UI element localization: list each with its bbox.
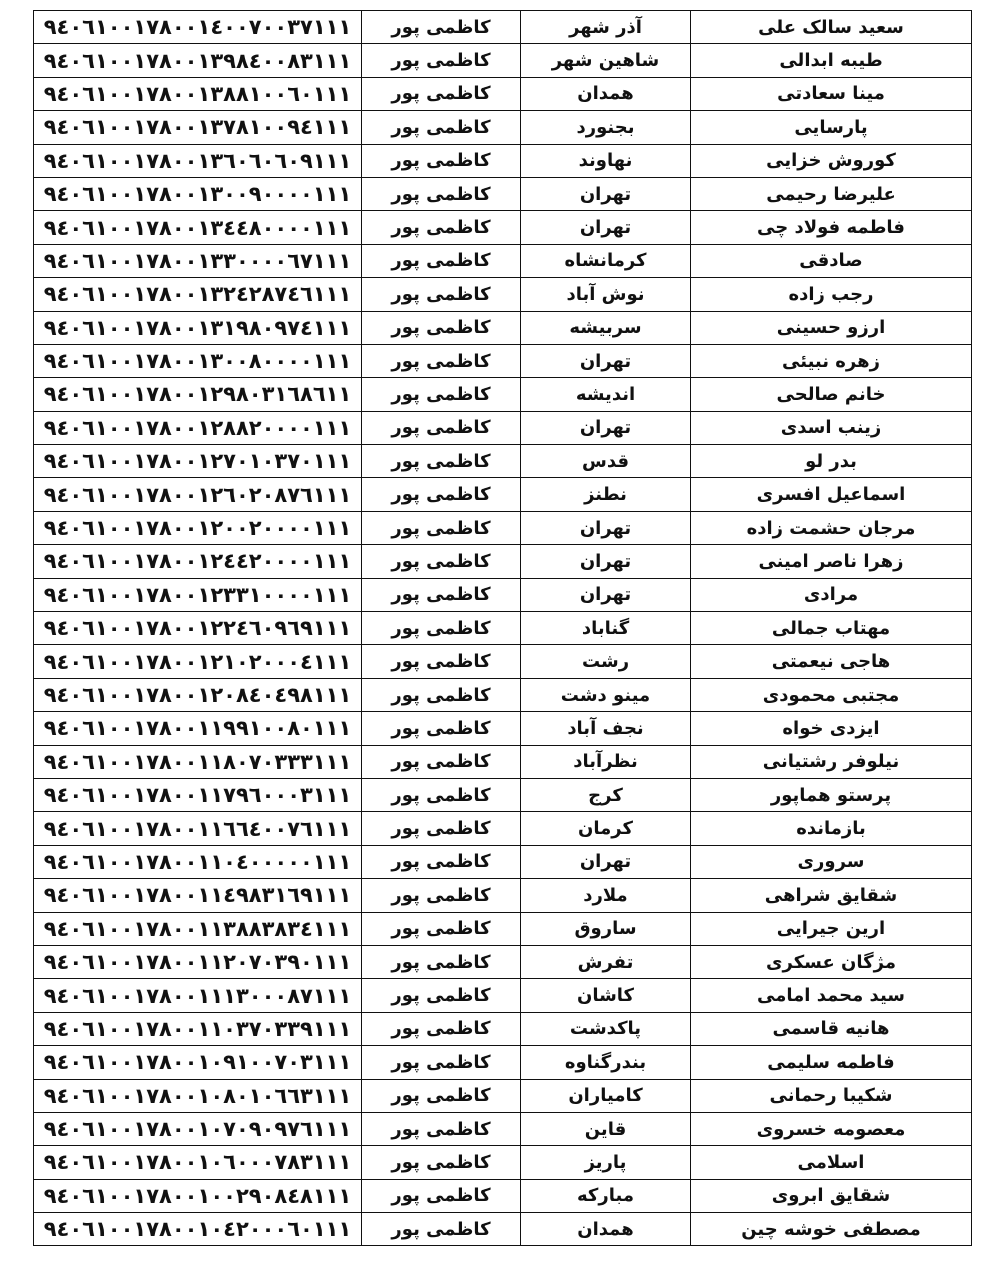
account-number-cell: ۹٤۰٦۱۰۰۱۷۸۰۰۱۳۰۰۹۰۰۰۰۱۱۱	[34, 177, 362, 210]
recipient-name-cell: زینب اسدی	[691, 411, 972, 444]
account-number-cell: ۹٤۰٦۱۰۰۱۷۸۰۰۱۱۱۳۰۰۰۸۷۱۱۱	[34, 979, 362, 1012]
city-cell: تهران	[521, 578, 691, 611]
account-number-cell: ۹٤۰٦۱۰۰۱۷۸۰۰۱۰۰۲۹۰۸٤۸۱۱۱	[34, 1179, 362, 1212]
family-name-cell: کاظمی پور	[362, 11, 521, 44]
city-cell: نطنز	[521, 478, 691, 511]
account-number-cell: ۹٤۰٦۱۰۰۱۷۸۰۰۱۲٤٤۲۰۰۰۰۱۱۱	[34, 545, 362, 578]
recipient-name-cell: هانیه قاسمی	[691, 1012, 972, 1045]
city-cell: مینو دشت	[521, 678, 691, 711]
family-name-cell: کاظمی پور	[362, 1146, 521, 1179]
city-cell: تفرش	[521, 945, 691, 978]
family-name-cell: کاظمی پور	[362, 745, 521, 778]
family-name-cell: کاظمی پور	[362, 177, 521, 210]
recipient-name-cell: مهتاب جمالی	[691, 612, 972, 645]
family-name-cell: کاظمی پور	[362, 712, 521, 745]
family-name-cell: کاظمی پور	[362, 1213, 521, 1246]
recipient-name-cell: علیرضا رحیمی	[691, 177, 972, 210]
account-number-cell: ۹٤۰٦۱۰۰۱۷۸۰۰۱۳٦۰٦۰٦۰۹۱۱۱	[34, 144, 362, 177]
account-number-cell: ۹٤۰٦۱۰۰۱۷۸۰۰۱۳۸۸۱۰۰٦۰۱۱۱	[34, 77, 362, 110]
family-name-cell: کاظمی پور	[362, 1046, 521, 1079]
family-name-cell: کاظمی پور	[362, 511, 521, 544]
family-name-cell: کاظمی پور	[362, 912, 521, 945]
table-row	[34, 578, 972, 611]
recipient-name-cell: مرادی	[691, 578, 972, 611]
recipient-name-cell: سعید سالک علی	[691, 11, 972, 44]
table-row	[34, 1179, 972, 1212]
recipient-name-cell: کوروش خزایی	[691, 144, 972, 177]
account-number-cell: ۹٤۰٦۱۰۰۱۷۸۰۰۱٤۰۰۷۰۰۳۷۱۱۱	[34, 11, 362, 44]
account-number-cell: ۹٤۰٦۱۰۰۱۷۸۰۰۱۱۷۹٦۰۰۰۳۱۱۱	[34, 778, 362, 811]
recipient-name-cell: معصومه خسروی	[691, 1112, 972, 1145]
city-cell: اندیشه	[521, 378, 691, 411]
table-row	[34, 445, 972, 478]
city-cell: قاین	[521, 1112, 691, 1145]
city-cell: تهران	[521, 845, 691, 878]
account-number-cell: ۹٤۰٦۱۰۰۱۷۸۰۰۱۱۲۰۷۰۳۹۰۱۱۱	[34, 945, 362, 978]
city-cell: همدان	[521, 77, 691, 110]
family-name-cell: کاظمی پور	[362, 979, 521, 1012]
table-row	[34, 44, 972, 77]
family-name-cell: کاظمی پور	[362, 278, 521, 311]
recipient-name-cell: صادقی	[691, 244, 972, 277]
account-number-cell: ۹٤۰٦۱۰۰۱۷۸۰۰۱۳۰۰۸۰۰۰۰۱۱۱	[34, 344, 362, 377]
account-number-cell: ۹٤۰٦۱۰۰۱۷۸۰۰۱۲۰۰۲۰۰۰۰۱۱۱	[34, 511, 362, 544]
family-name-cell: کاظمی پور	[362, 144, 521, 177]
recipient-name-cell: اسلامی	[691, 1146, 972, 1179]
account-number-cell: ۹٤۰٦۱۰۰۱۷۸۰۰۱۱۹۹۱۰۰۸۰۱۱۱	[34, 712, 362, 745]
account-number-cell: ۹٤۰٦۱۰۰۱۷۸۰۰۱۲۱۰۲۰۰۰٤۱۱۱	[34, 645, 362, 678]
family-name-cell: کاظمی پور	[362, 545, 521, 578]
family-name-cell: کاظمی پور	[362, 845, 521, 878]
account-number-cell: ۹٤۰٦۱۰۰۱۷۸۰۰۱۰۷۰۹۰۹۷٦۱۱۱	[34, 1112, 362, 1145]
city-cell: نجف آباد	[521, 712, 691, 745]
table-row	[34, 177, 972, 210]
recipient-name-cell: سید محمد امامی	[691, 979, 972, 1012]
table-row	[34, 678, 972, 711]
family-name-cell: کاظمی پور	[362, 211, 521, 244]
recipient-name-cell: شقایق شراهی	[691, 879, 972, 912]
city-cell: سربیشه	[521, 311, 691, 344]
recipient-name-cell: رجب زاده	[691, 278, 972, 311]
account-number-cell: ۹٤۰٦۱۰۰۱۷۸۰۰۱۰۸۰۱۰٦٦۳۱۱۱	[34, 1079, 362, 1112]
recipient-name-cell: نیلوفر رشتیانی	[691, 745, 972, 778]
account-number-cell: ۹٤۰٦۱۰۰۱۷۸۰۰۱۰٤۲۰۰۰٦۰۱۱۱	[34, 1213, 362, 1246]
account-number-cell: ۹٤۰٦۱۰۰۱۷۸۰۰۱۲۰۸٤۰٤۹۸۱۱۱	[34, 678, 362, 711]
family-name-cell: کاظمی پور	[362, 44, 521, 77]
family-name-cell: کاظمی پور	[362, 445, 521, 478]
family-name-cell: کاظمی پور	[362, 612, 521, 645]
family-name-cell: کاظمی پور	[362, 778, 521, 811]
account-number-cell: ۹٤۰٦۱۰۰۱۷۸۰۰۱۳۹۸٤۰۰۸۳۱۱۱	[34, 44, 362, 77]
table-row	[34, 712, 972, 745]
account-number-cell: ۹٤۰٦۱۰۰۱۷۸۰۰۱۳۲٤۲۸۷٤٦۱۱۱	[34, 278, 362, 311]
recipient-name-cell: شکیبا رحمانی	[691, 1079, 972, 1112]
recipient-name-cell: فاطمه سلیمی	[691, 1046, 972, 1079]
city-cell: کامیاران	[521, 1079, 691, 1112]
table-row	[34, 111, 972, 144]
city-cell: شاهین شهر	[521, 44, 691, 77]
family-name-cell: کاظمی پور	[362, 411, 521, 444]
family-name-cell: کاظمی پور	[362, 344, 521, 377]
recipient-name-cell: پرستو هماپور	[691, 778, 972, 811]
account-number-cell: ۹٤۰٦۱۰۰۱۷۸۰۰۱۳۱۹۸۰۹۷٤۱۱۱	[34, 311, 362, 344]
table-row	[34, 879, 972, 912]
recipient-name-cell: ایزدی خواه	[691, 712, 972, 745]
family-name-cell: کاظمی پور	[362, 478, 521, 511]
city-cell: ساروق	[521, 912, 691, 945]
account-number-cell: ۹٤۰٦۱۰۰۱۷۸۰۰۱۲۳۳۱۰۰۰۰۱۱۱	[34, 578, 362, 611]
recipient-name-cell: بازمانده	[691, 812, 972, 845]
table-row	[34, 645, 972, 678]
recipient-name-cell: ارین جیرایی	[691, 912, 972, 945]
recipient-name-cell: زهرا ناصر امینی	[691, 545, 972, 578]
city-cell: نهاوند	[521, 144, 691, 177]
table-row	[34, 411, 972, 444]
table-row	[34, 11, 972, 44]
family-name-cell: کاظمی پور	[362, 378, 521, 411]
recipient-name-cell: زهره نبیئی	[691, 344, 972, 377]
city-cell: بجنورد	[521, 111, 691, 144]
family-name-cell: کاظمی پور	[362, 645, 521, 678]
table-row	[34, 244, 972, 277]
table-row	[34, 478, 972, 511]
table-row	[34, 1213, 972, 1246]
account-number-cell: ۹٤۰٦۱۰۰۱۷۸۰۰۱۲۷۰۱۰۳۷۰۱۱۱	[34, 445, 362, 478]
city-cell: ملارد	[521, 879, 691, 912]
table-row	[34, 144, 972, 177]
table-row	[34, 745, 972, 778]
city-cell: کرمان	[521, 812, 691, 845]
family-name-cell: کاظمی پور	[362, 578, 521, 611]
account-number-cell: ۹٤۰٦۱۰۰۱۷۸۰۰۱۲۸۸۲۰۰۰۰۱۱۱	[34, 411, 362, 444]
city-cell: پاریز	[521, 1146, 691, 1179]
table-row	[34, 344, 972, 377]
table-row	[34, 378, 972, 411]
table-row	[34, 845, 972, 878]
table-row	[34, 945, 972, 978]
table-row	[34, 612, 972, 645]
family-name-cell: کاظمی پور	[362, 1012, 521, 1045]
recipient-name-cell: مصطفی خوشه چین	[691, 1213, 972, 1246]
recipient-name-cell: خانم صالحی	[691, 378, 972, 411]
family-name-cell: کاظمی پور	[362, 678, 521, 711]
table-row	[34, 211, 972, 244]
family-name-cell: کاظمی پور	[362, 945, 521, 978]
family-name-cell: کاظمی پور	[362, 244, 521, 277]
account-number-cell: ۹٤۰٦۱۰۰۱۷۸۰۰۱۱٤۹۸۳۱٦۹۱۱۱	[34, 879, 362, 912]
city-cell: کاشان	[521, 979, 691, 1012]
city-cell: کرمانشاه	[521, 244, 691, 277]
account-number-cell: ۹٤۰٦۱۰۰۱۷۸۰۰۱۳٤٤۸۰۰۰۰۱۱۱	[34, 211, 362, 244]
records-table	[33, 10, 972, 1246]
recipient-name-cell: سروری	[691, 845, 972, 878]
city-cell: گناباد	[521, 612, 691, 645]
account-number-cell: ۹٤۰٦۱۰۰۱۷۸۰۰۱۳۳۰۰۰۰٦۷۱۱۱	[34, 244, 362, 277]
table-row	[34, 77, 972, 110]
table-row	[34, 1146, 972, 1179]
recipient-name-cell: ارزو حسینی	[691, 311, 972, 344]
city-cell: قدس	[521, 445, 691, 478]
family-name-cell: کاظمی پور	[362, 77, 521, 110]
recipient-name-cell: پارسایی	[691, 111, 972, 144]
recipient-name-cell: بدر لو	[691, 445, 972, 478]
recipient-name-cell: مجتبی محمودی	[691, 678, 972, 711]
recipient-name-cell: اسماعیل افسری	[691, 478, 972, 511]
account-number-cell: ۹٤۰٦۱۰۰۱۷۸۰۰۱۱۸۰۷۰۳۳۳۱۱۱	[34, 745, 362, 778]
city-cell: پاکدشت	[521, 1012, 691, 1045]
document-sheet	[33, 10, 967, 1246]
account-number-cell: ۹٤۰٦۱۰۰۱۷۸۰۰۱۲۲٤٦۰۹٦۹۱۱۱	[34, 612, 362, 645]
family-name-cell: کاظمی پور	[362, 1179, 521, 1212]
recipient-name-cell: هاجی نیعمتی	[691, 645, 972, 678]
city-cell: همدان	[521, 1213, 691, 1246]
recipient-name-cell: طیبه ابدالی	[691, 44, 972, 77]
city-cell: آذر شهر	[521, 11, 691, 44]
table-row	[34, 1012, 972, 1045]
account-number-cell: ۹٤۰٦۱۰۰۱۷۸۰۰۱۱۳۸۸۳۸۳٤۱۱۱	[34, 912, 362, 945]
city-cell: تهران	[521, 545, 691, 578]
city-cell: تهران	[521, 177, 691, 210]
city-cell: رشت	[521, 645, 691, 678]
family-name-cell: کاظمی پور	[362, 812, 521, 845]
city-cell: تهران	[521, 344, 691, 377]
city-cell: مبارکه	[521, 1179, 691, 1212]
city-cell: نظرآباد	[521, 745, 691, 778]
family-name-cell: کاظمی پور	[362, 1112, 521, 1145]
recipient-name-cell: مرجان حشمت زاده	[691, 511, 972, 544]
account-number-cell: ۹٤۰٦۱۰۰۱۷۸۰۰۱۱٦٦٤۰۰۷٦۱۱۱	[34, 812, 362, 845]
account-number-cell: ۹٤۰٦۱۰۰۱۷۸۰۰۱۰٦۰۰۰۷۸۳۱۱۱	[34, 1146, 362, 1179]
table-row	[34, 511, 972, 544]
recipient-name-cell: مژگان عسکری	[691, 945, 972, 978]
recipient-name-cell: مینا سعادتی	[691, 77, 972, 110]
table-row	[34, 812, 972, 845]
table-row	[34, 545, 972, 578]
recipient-name-cell: فاطمه فولاد چی	[691, 211, 972, 244]
city-cell: تهران	[521, 211, 691, 244]
city-cell: نوش آباد	[521, 278, 691, 311]
account-number-cell: ۹٤۰٦۱۰۰۱۷۸۰۰۱۱۰٤۰۰۰۰۰۱۱۱	[34, 845, 362, 878]
table-row	[34, 778, 972, 811]
family-name-cell: کاظمی پور	[362, 311, 521, 344]
table-row	[34, 1112, 972, 1145]
records-table-body	[34, 11, 972, 1246]
recipient-name-cell: شقایق ابروی	[691, 1179, 972, 1212]
account-number-cell: ۹٤۰٦۱۰۰۱۷۸۰۰۱۲۹۸۰۳۱٦۸٦۱۱	[34, 378, 362, 411]
table-row	[34, 912, 972, 945]
city-cell: کرج	[521, 778, 691, 811]
table-row	[34, 1079, 972, 1112]
city-cell: تهران	[521, 411, 691, 444]
table-row	[34, 1046, 972, 1079]
account-number-cell: ۹٤۰٦۱۰۰۱۷۸۰۰۱۱۰۳۷۰۳۳۹۱۱۱	[34, 1012, 362, 1045]
account-number-cell: ۹٤۰٦۱۰۰۱۷۸۰۰۱۳۷۸۱۰۰۹٤۱۱۱	[34, 111, 362, 144]
account-number-cell: ۹٤۰٦۱۰۰۱۷۸۰۰۱۰۹۱۰۰۷۰۳۱۱۱	[34, 1046, 362, 1079]
table-row	[34, 278, 972, 311]
account-number-cell: ۹٤۰٦۱۰۰۱۷۸۰۰۱۲٦۰۲۰۸۷٦۱۱۱	[34, 478, 362, 511]
table-row	[34, 979, 972, 1012]
city-cell: تهران	[521, 511, 691, 544]
table-row	[34, 311, 972, 344]
family-name-cell: کاظمی پور	[362, 111, 521, 144]
family-name-cell: کاظمی پور	[362, 879, 521, 912]
city-cell: بندرگناوه	[521, 1046, 691, 1079]
family-name-cell: کاظمی پور	[362, 1079, 521, 1112]
